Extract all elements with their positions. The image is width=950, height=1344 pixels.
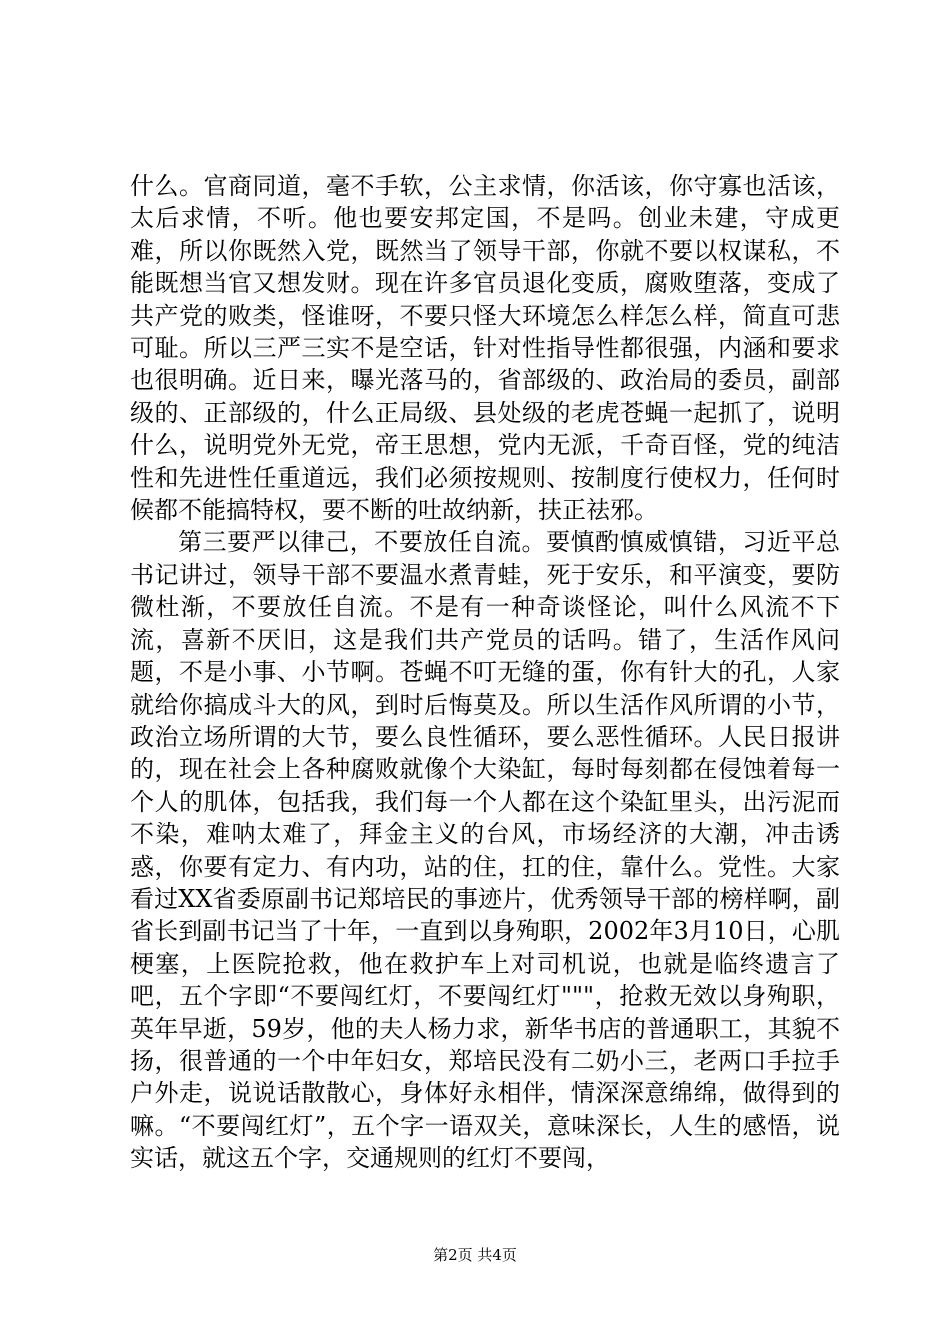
paragraph-third-point: 第三要严以律己，不要放任自流。要慎酌慎威慎错，习近平总书记讲过，领导干部不要温水煮青蛙，死于安乐，和平演变，要防微杜渐，不要放任自流。不是有一种奇谈怪论，叫什么风流不下流，喜新不厌旧，这是我们共产党员的话吗。错了，生活作风问题，不是小事、小节啊。苍蝇不叮无缝的蛋，你有针大的孔，人家就给你搞成斗大的风，到时后悔莫及。所以生活作风所谓的小节，政治立场所谓的大节，要么良性循环，要么恶性循环。人民日报讲的，现在社会上各种腐败就像个大染缸，每时每刻都在侵蚀着每一个人的肌体，包括我，我们每一个人都在这个染缸里头，出污泥而不染，难呐太难了，拜金主义的台风，市场经济的大潮，冲击诱惑，你要有定力、有内功，站的住，扛的住，靠什么。党性。大家看过XX省委原副书记郑培民的事迹片，优秀领导干部的榜样啊，副省长到副书记当了十年，一直到以身殉职，2002年3月10日，心肌梗塞，上医院抢救，他在救护车上对司机说，也就是临终遗言了吧，五个字即“不要闯红灯，不要闯红灯"""，抢救无效以身殉职，英年早逝，59岁，他的夫人杨力求，新华书店的普通职工，其貌不扬，很普通的一个中年妇女，郑培民没有二奶小三，老两口手拉手户外走，说说话散散心，身体好永相伴，情深深意绵绵，做得到的嘛。“不要闯红灯”，五个字一语双关，意味深长，人生的感悟，说实话，就这五个字，交通规则的红灯不要闯， [130,528,840,1173]
paragraph-continuation: 什么。官商同道，毫不手软，公主求情，你活该，你守寡也活该，太后求情，不听。他也要安邦定国，不是吗。创业未建，守成更难，所以你既然入党，既然当了领导干部，你就不要以权谋私，不能既想当官又想发财。现在许多官员退化变质，腐败堕落，变成了共产党的败类，怪谁呀，不要只怪大环境怎么样怎么样，简直可悲可耻。所以三严三实不是空话，针对性指导性都很强，内涵和要求也很明确。近日来，曝光落马的，省部级的、政治局的委员，副部级的、正部级的，什么正局级、县处级的老虎苍蝇一起抓了，说明什么，说明党外无党，帝王思想，党内无派，千奇百怪，党的纯洁性和先进性任重道远，我们必须按规则、按制度行使权力，任何时候都不能搞特权，要不断的吐故纳新，扶正祛邪。 [130,172,840,525]
page-footer: 第2页 共4页 [433,1246,517,1264]
body-text [130,170,840,1175]
